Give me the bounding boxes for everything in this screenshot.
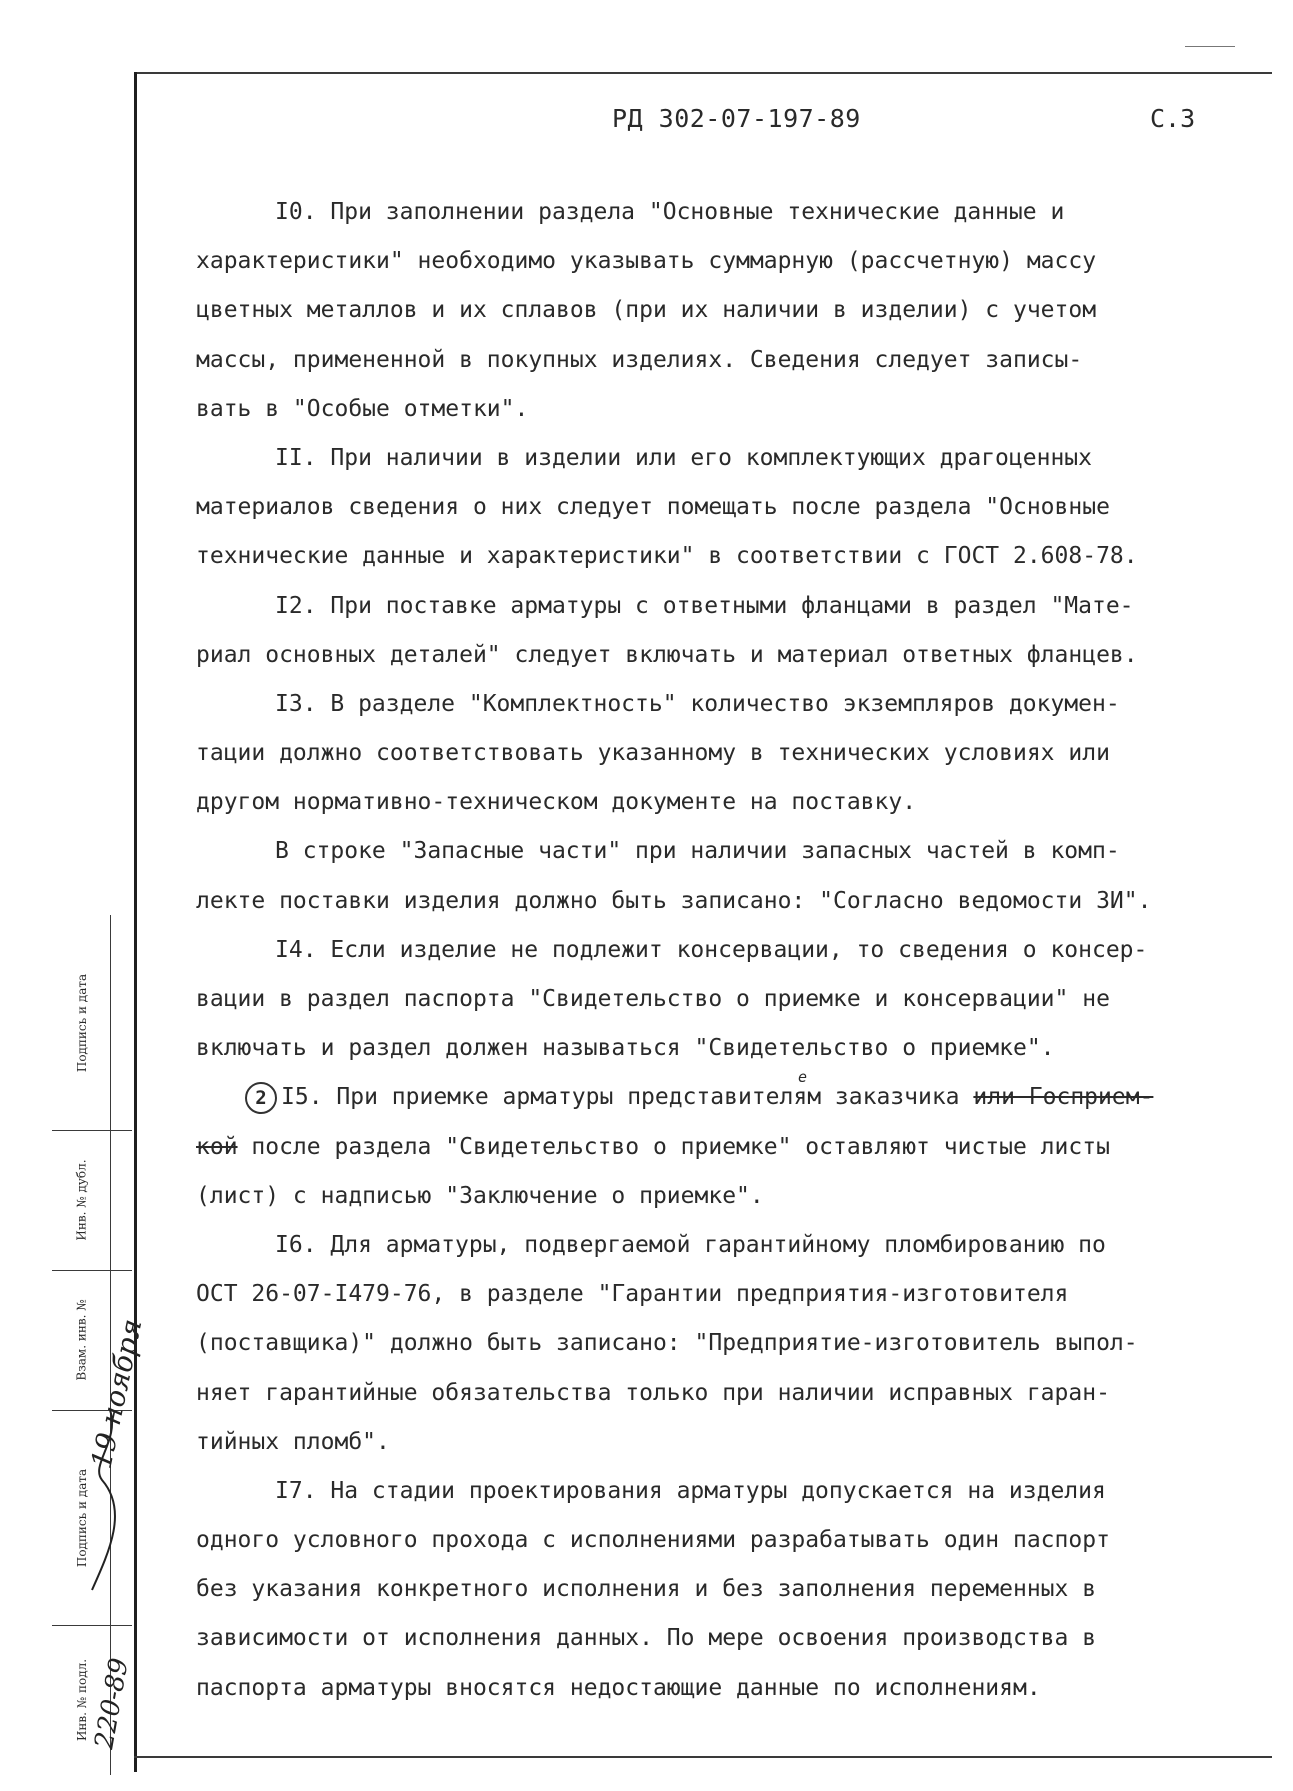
page-header [0, 104, 1293, 138]
struck-text: или Госприем- [973, 1084, 1154, 1111]
correction-letter: е [798, 1068, 808, 1087]
paragraph-12-line-2: риал основных деталей" следует включать и материал ответных фланцев. [196, 641, 1138, 668]
paragraph-13-line-2: тации должно соответствовать указанному в технических условиях или [196, 740, 1110, 767]
paragraph-15-line-3: (лист) с надписью "Заключение о приемке". [196, 1182, 764, 1209]
strip-label-text: Взам. инв. № [75, 1299, 89, 1381]
corrected-word [627, 1068, 822, 1122]
struck-text-2: кой [196, 1133, 238, 1160]
paragraph-13-line-1: I3. В разделе "Комплектность" количество экземпляров докумен- [275, 690, 1120, 717]
paragraph-15-middle: заказчика [821, 1084, 974, 1111]
corrected-word-text: представителям [627, 1084, 822, 1111]
strip-label-dup-inv [54, 1130, 110, 1270]
paragraph-14-line-1: I4. Если изделие не подлежит консервации, то сведения о консер- [275, 936, 1148, 963]
paragraph-10-line-1: I0. При заполнении раздела "Основные технические данные и [275, 199, 1065, 225]
paragraph-15-line-2 [196, 1123, 1266, 1172]
paragraph-13b-line-1: В строке "Запасные части" при наличии запасных частей в комп- [275, 838, 1120, 865]
paragraph-10-line-4: массы, примененной в покупных изделиях. Сведения следует записы- [196, 346, 1083, 373]
paragraph-12-line-1: I2. При поставке арматуры с ответными фланцами в раздел "Мате- [275, 592, 1134, 619]
paragraph-16-line-3: (поставщика)" должно быть записано: "Предприятие-изготовитель выпол- [196, 1330, 1138, 1357]
paragraph-11-line-1: II. При наличии в изделии или его комплектующих драгоценных [275, 444, 1092, 471]
paragraph-15-line-2-rest: после раздела "Свидетельство о приемке" оставляют чистые листы [237, 1133, 1110, 1160]
paragraph-15-line-1 [196, 1068, 1266, 1122]
document-body [196, 188, 1266, 1713]
paragraph-10-line-3: цветных металлов и их сплавов (при их наличии в изделии) с учетом [196, 297, 1097, 324]
paragraph-16-line-5: тийных пломб". [196, 1428, 390, 1455]
corner-mark [1185, 46, 1235, 47]
paragraph-17-line-3: без указания конкретного исполнения и без заполнения переменных в [196, 1576, 1097, 1603]
paragraph-10-line-5: вать в "Особые отметки". [196, 395, 529, 422]
paragraph-13-line-3: другом нормативно-техническом документе на поставку. [196, 789, 917, 816]
document-code: РД 302-07-197-89 [612, 104, 861, 133]
handwritten-date: 19 ноября [84, 1315, 149, 1472]
paragraph-17-line-4: зависимости от исполнения данных. По мере освоения производства в [196, 1625, 1097, 1652]
page-frame-bottom [134, 1756, 1272, 1758]
paragraph-16-line-1: I6. Для арматуры, подвергаемой гарантийному пломбированию по [275, 1231, 1106, 1258]
paragraph-15-start: I5. При приемке арматуры [281, 1084, 628, 1111]
paragraph-16-line-2: ОСТ 26-07-I479-76, в разделе "Гарантии предприятия-изготовителя [196, 1281, 1069, 1308]
strip-label-text: Инв. № подл. [75, 1658, 90, 1742]
paragraph-10-line-2: характеристики" необходимо указывать суммарную (рассчетную) массу [196, 248, 1097, 275]
paragraph-13b-line-2: лекте поставки изделия должно быть записано: "Согласно ведомости ЗИ". [196, 887, 1152, 914]
strip-label-signature-date-top [54, 915, 110, 1130]
paragraph-17-line-1: I7. На стадии проектирования арматуры допускается на изделия [275, 1477, 1106, 1504]
page-frame-top [134, 72, 1272, 74]
paragraph-14-line-3: включать и раздел должен называться "Свидетельство о приемке". [196, 1035, 1055, 1062]
page-number: С.3 [1150, 104, 1196, 133]
strip-label-text: Инв. № дубл. [75, 1159, 90, 1241]
paragraph-11-line-3: технические данные и характеристики" в соответствии с ГОСТ 2.608-78. [196, 543, 1138, 570]
paragraph-17-line-2: одного условного прохода с исполнениями разрабатывать один паспорт [196, 1527, 1110, 1554]
strip-label-text: Подпись и дата [75, 973, 90, 1072]
handwritten-number: 220-89 [89, 1655, 135, 1752]
change-mark-circle: 2 [245, 1082, 277, 1114]
paragraph-16-line-4: няет гарантийные обязательства только при наличии исправных гаран- [196, 1379, 1110, 1406]
paragraph-14-line-2: вации в раздел паспорта "Свидетельство о приемке и консервации" не [196, 986, 1110, 1012]
paragraph-17-line-5: паспорта арматуры вносятся недостающие данные по исполнениям. [196, 1674, 1041, 1701]
strip-label-text: Подпись и дата [75, 1468, 90, 1567]
paragraph-11-line-2: материалов сведения о них следует помещать после раздела "Основные [196, 494, 1110, 521]
